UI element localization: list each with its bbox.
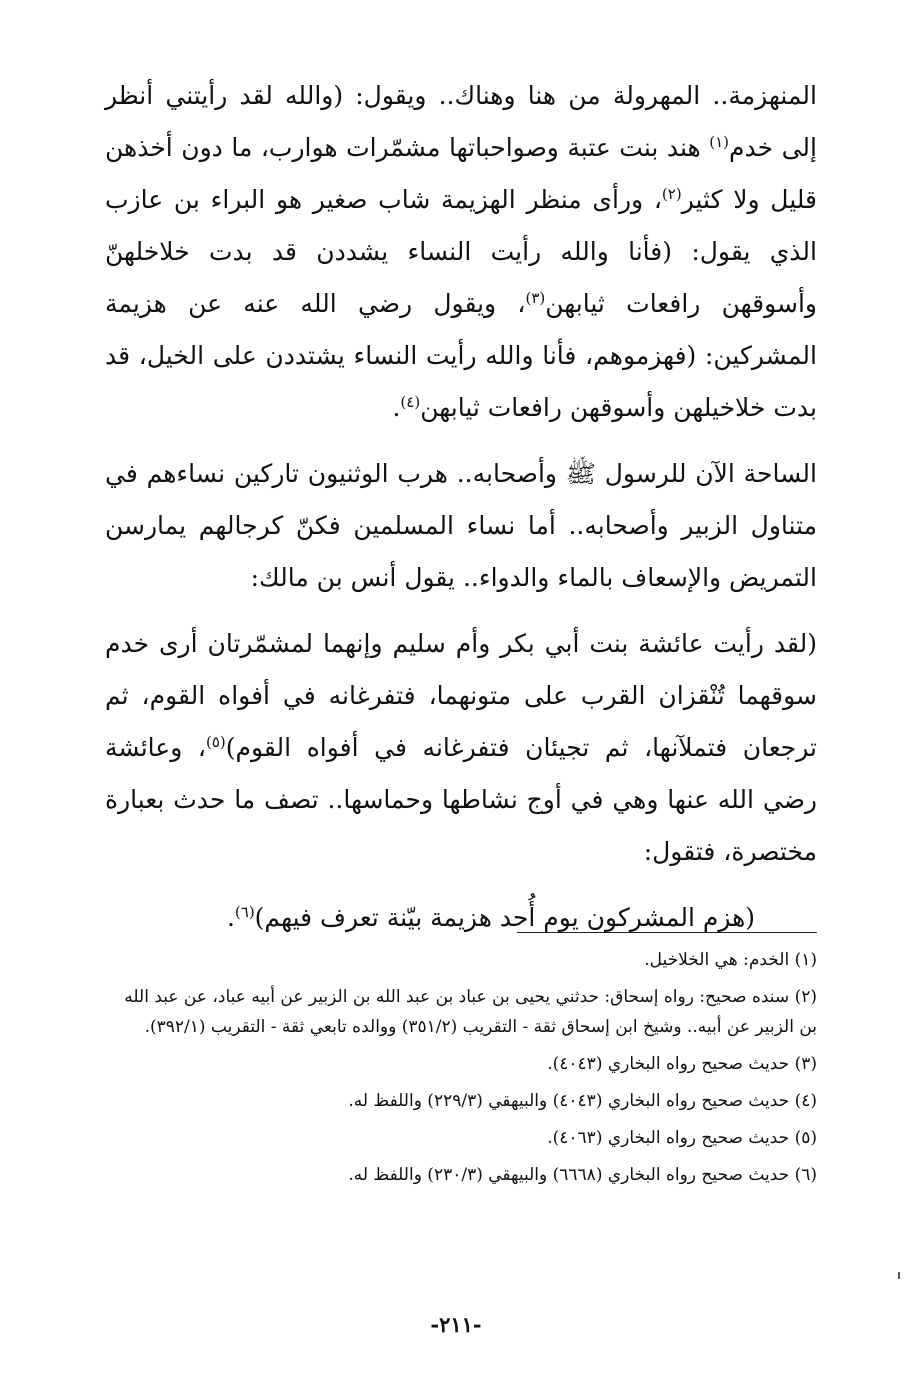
scan-speck bbox=[898, 1272, 900, 1279]
text-run: ، ورأى منظر الهزيمة شاب صغير هو البراء بن عازب الذي يقول: (فأنا والله رأيت النساء يشددن قد بدت خلاخلهنّ وأسوقهن رافعات ثيابهن bbox=[105, 185, 817, 318]
text-run: . bbox=[226, 903, 235, 932]
text-run: الساحة الآن للرسول ﷺ وأصحابه.. هرب الوثنيون تاركين نساءهم في متناول الزبير وأصحابه.. أما نساء المسلمين فكنّ كرجالهم يمارسن التمريض والإسعاف بالماء والدواء.. يقول أنس بن مالك: bbox=[105, 459, 817, 592]
text-run: ، ويقول رضي الله عنه عن هزيمة المشركين: (فهزموهم، فأنا والله رأيت النساء يشتددن على الخيل، قد بدت خلاخيلهن وأسوقهن رافعات ثيابهن bbox=[105, 289, 817, 422]
text-run: هند بنت عتبة وصواحباتها مشمّرات هوارب، ما دون أخذهن قليل ولا كثير bbox=[105, 133, 817, 214]
text-run: (هزم المشركون يوم أُحد هزيمة بيّنة تعرف فيهم) bbox=[254, 903, 756, 932]
footnote-reference: (٣) bbox=[525, 289, 546, 307]
footnote: (١) الخدم: هي الخلاخيل. bbox=[644, 950, 817, 970]
footnote-reference: (٥) bbox=[205, 733, 226, 751]
paragraph bbox=[105, 892, 817, 944]
footnote: (٤) حديث صحيح رواه البخاري (٤٠٤٣) والبيهقي (٢٢٩/٣) واللفظ له. bbox=[348, 1091, 817, 1111]
paragraph bbox=[105, 70, 817, 434]
text-run: ، وعائشة رضي الله عنها وهي في أوج نشاطها وحماسها.. تصف ما حدث بعبارة مختصرة، فتقول: bbox=[105, 733, 817, 866]
footnote-separator bbox=[517, 932, 817, 933]
footnote: (٢) سنده صحيح: رواه إسحاق: حدثني يحيى بن عباد بن عبد الله بن الزبير عن أبيه عباد، عن عبد الله بن الزبير عن أبيه.. وشيخ ابن إسحاق ثقة - التقريب (٣٥١/٢) ووالده تابعي ثقة - التقريب (٣٩٢/١). bbox=[124, 987, 817, 1037]
footnote-reference: (٤) bbox=[400, 393, 421, 411]
footnote: (٣) حديث صحيح رواه البخاري (٤٠٤٣). bbox=[547, 1054, 817, 1074]
text-run: (لقد رأيت عائشة بنت أبي بكر وأم سليم وإنهما لمشمّرتان أرى خدم سوقهما تُنْقزان القرب على متونهما، فتفرغانه في أفواه القوم، ثم ترجعان فتملآنها، ثم تجيئان فتفرغانه في أفواه القوم) bbox=[105, 629, 817, 762]
page-number: -٢١١- bbox=[430, 1312, 482, 1337]
footnote-reference: (٦) bbox=[234, 903, 255, 921]
footnote: (٦) حديث صحيح رواه البخاري (٦٦٦٨) والبيهقي (٢٣٠/٣) واللفظ له. bbox=[348, 1165, 817, 1185]
text-run: المنهزمة.. المهرولة من هنا وهناك.. ويقول: (والله لقد رأيتني أنظر إلى خدم bbox=[105, 81, 817, 162]
footnotes bbox=[105, 945, 817, 1197]
footnote: (٥) حديث صحيح رواه البخاري (٤٠٦٣). bbox=[547, 1128, 817, 1148]
paragraph bbox=[105, 448, 817, 604]
paragraph bbox=[105, 618, 817, 878]
footnote-reference: (١) bbox=[709, 133, 730, 151]
text-run: . bbox=[392, 393, 401, 422]
footnote-reference: (٢) bbox=[661, 185, 682, 203]
main-text bbox=[105, 70, 817, 944]
